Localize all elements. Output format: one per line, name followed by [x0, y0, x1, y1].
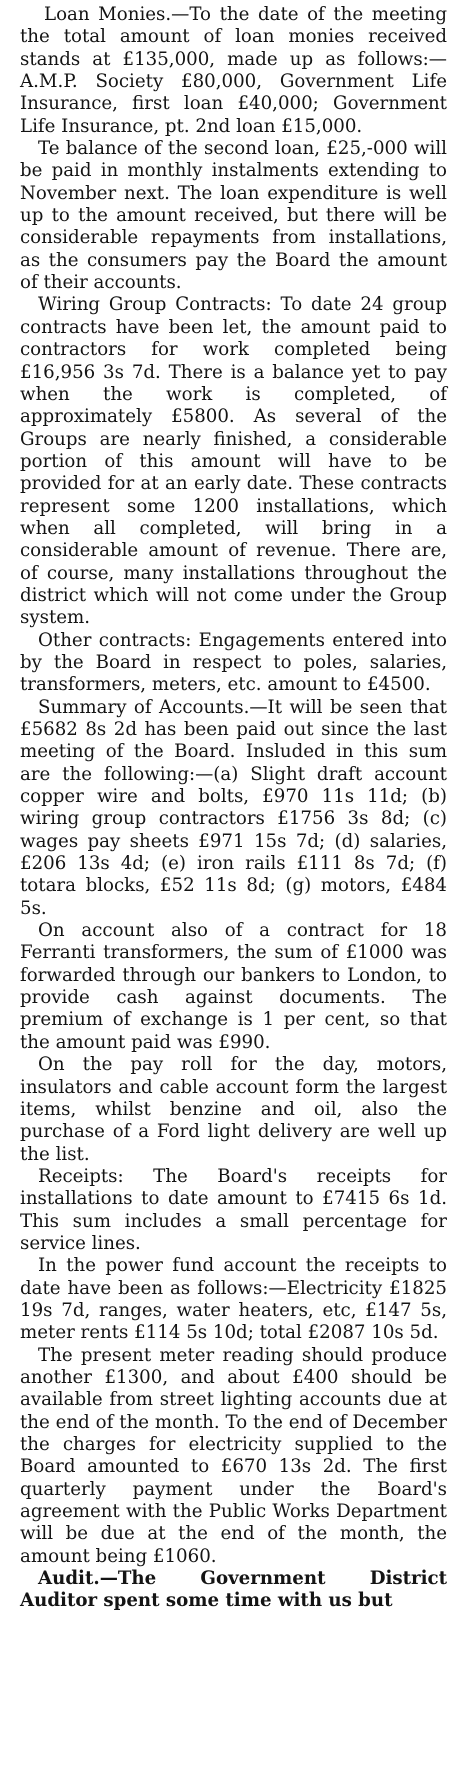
paragraph-audit: Audit.—The Government District Auditor spent some time with us but: [20, 1568, 447, 1612]
paragraph-pay-roll: On the pay roll for the day, motors, insulators and cable account form the largest items, whilst benzine and oil, also the purchase of a Ford light delivery are well up the list.: [20, 1054, 447, 1165]
paragraph-power-fund-account: In the power fund account the receipts to date have been as follows:—Electricity £1825 19s 7d, ranges, water heaters, etc, £147 5s, meter rents £114 5s 10d; total £2087 10s 5d.: [20, 1255, 447, 1344]
paragraph-wiring-group-contracts: Wiring Group Contracts: To date 24 group contracts have been let, the amount paid to contractors for work completed being £16,956 3s 7d. There is a balance yet to pay when the work is completed, of approximately £5800. As several of the Groups are nearly finished, a considerable portion of this amount will have to be provided for at an early date. These contracts represent some 1200 installations, which when all completed, will bring in a considerable amount of revenue. There are, of course, many installations throughout the district which will not come under the Group system.: [20, 294, 447, 629]
paragraph-second-loan-balance: Te balance of the second loan, £25,-000 will be paid in monthly instalments extending to November next. The loan expenditure is well up to the amount received, but there will be considerable repayments from installations, as the consumers pay the Board the amount of their accounts.: [20, 138, 447, 294]
paragraph-other-contracts: Other contracts: Engagements entered into by the Board in respect to poles, salaries, transformers, meters, etc. amount to £4500.: [20, 629, 447, 696]
paragraph-receipts: Receipts: The Board's receipts for installations to date amount to £7415 6s 1d. This sum includes a small percentage for service lines.: [20, 1165, 447, 1254]
paragraph-summary-of-accounts: Summary of Accounts.—It will be seen that £5682 8s 2d has been paid out since the last meeting of the Board. Insluded in this sum are the following:—(a) Slight draft account copper wire and bolts, £970 11s 11d; (b) wiring group contractors £1756 3s 8d; (c) wages pay sheets £971 15s 7d; (d) salaries, £206 13s 4d; (e) iron rails £111 8s 7d; (f) totara blocks, £52 11s 8d; (g) motors, £484 5s.: [20, 696, 447, 919]
paragraph-meter-reading: The present meter reading should produce another £1300, and about £400 should be available from street lighting accounts due at the end of the month. To the end of December the charges for electricity supplied to the Board amounted to £670 13s 2d. The first quarterly payment under the Board's agreement with the Public Works Department will be due at the end of the month, the amount being £1060.: [20, 1344, 447, 1567]
paragraph-ferranti-transformers: On account also of a contract for 18 Ferranti transformers, the sum of £1000 was forwarded through our bankers to London, to provide cash against documents. The premium of exchange is 1 per cent, so that the amount paid was £990.: [20, 920, 447, 1053]
paragraph-loan-monies: Loan Monies.—To the date of the meeting the total amount of loan monies received stands at £135,000, made up as follows:—A.M.P. Society £80,000, Government Life Insurance, first loan £40,000; Government Life Insurance, pt. 2nd loan £15,000.: [20, 4, 447, 137]
